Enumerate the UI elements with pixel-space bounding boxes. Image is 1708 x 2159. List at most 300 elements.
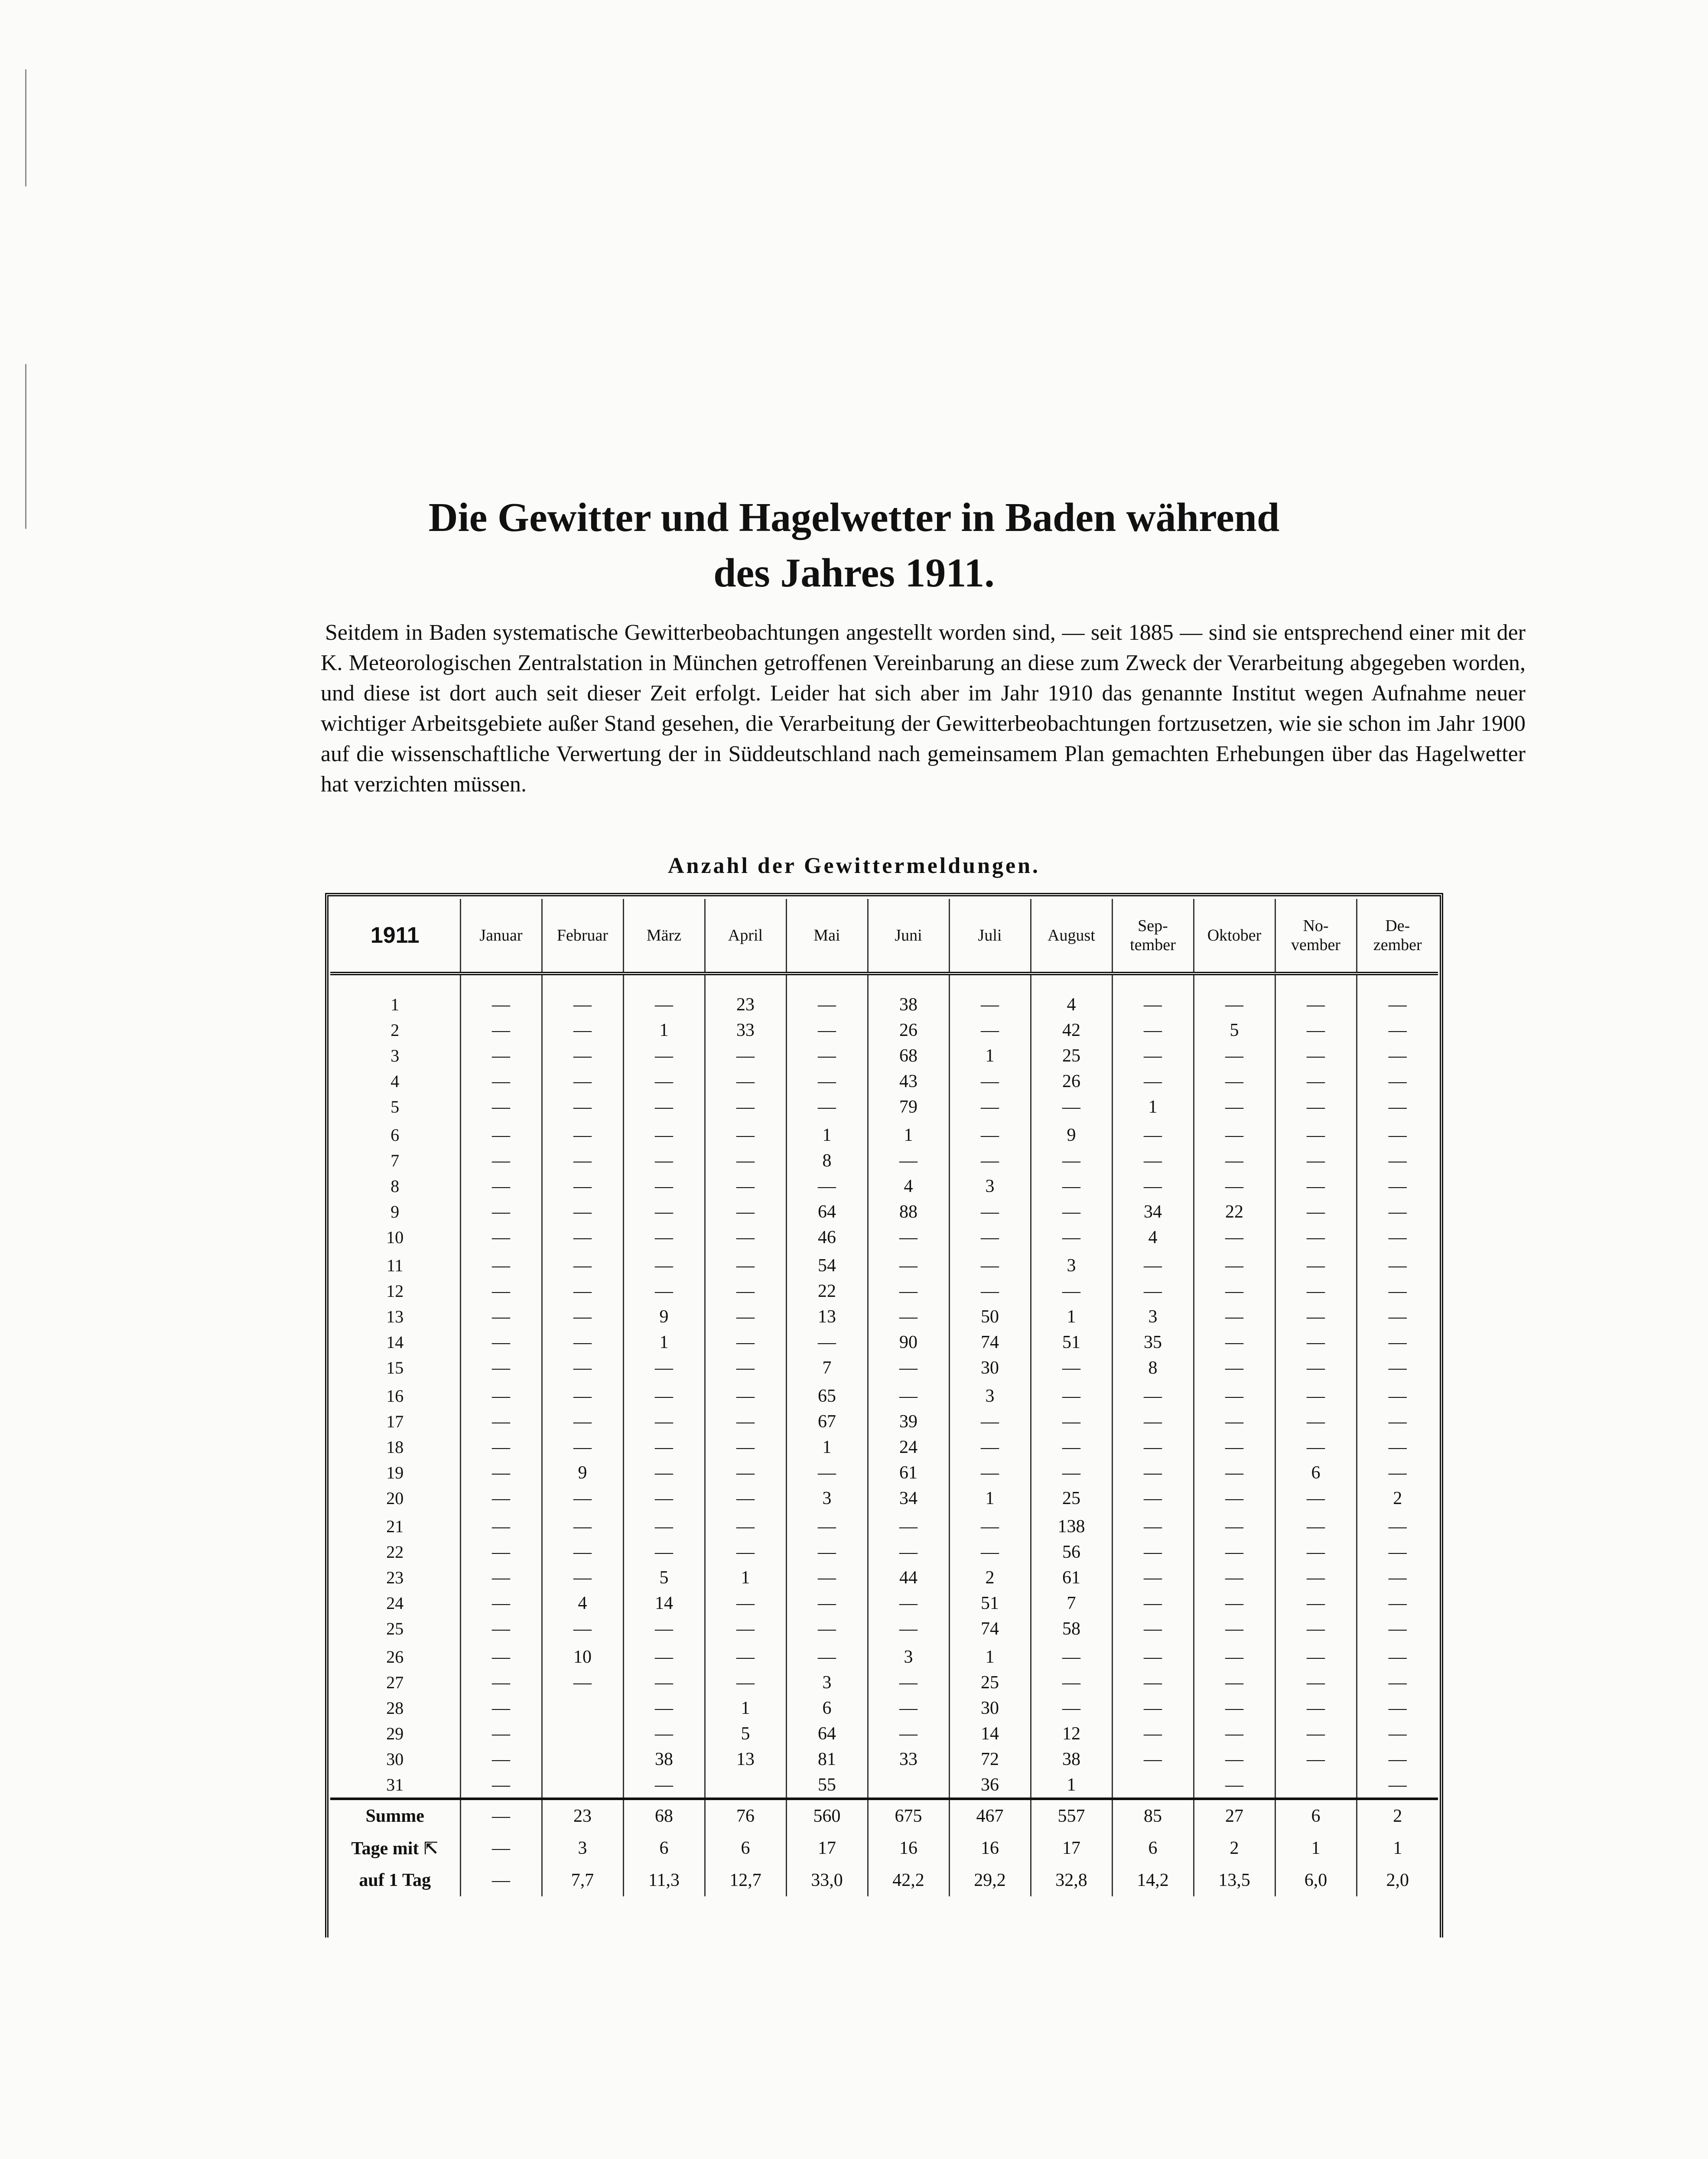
count-cell: —: [1357, 1068, 1438, 1094]
count-cell: 6: [1275, 1460, 1357, 1485]
summary-cell: 85: [1112, 1799, 1194, 1832]
count-cell: 33: [705, 1017, 786, 1043]
count-cell: 56: [1031, 1539, 1112, 1565]
count-cell: 1: [949, 1641, 1031, 1670]
count-cell: —: [949, 1120, 1031, 1148]
count-cell: —: [542, 1485, 623, 1511]
count-cell: 44: [868, 1565, 949, 1590]
count-cell: —: [1275, 1278, 1357, 1304]
count-cell: —: [705, 1460, 786, 1485]
count-cell: —: [1112, 1590, 1194, 1616]
table-row: [330, 1772, 1438, 1799]
count-cell: —: [542, 1616, 623, 1641]
day-cell: 8: [390, 1176, 400, 1196]
day-cell: 15: [386, 1358, 404, 1377]
day-cell: 21: [386, 1517, 404, 1536]
count-cell: —: [460, 1120, 542, 1148]
count-cell: —: [1031, 1695, 1112, 1721]
count-cell: [868, 1772, 949, 1799]
count-cell: —: [1275, 1590, 1357, 1616]
count-cell: —: [460, 1017, 542, 1043]
count-cell: —: [623, 1721, 705, 1746]
table-row: [330, 1409, 1438, 1434]
count-cell: —: [460, 1539, 542, 1565]
count-cell: 26: [868, 1017, 949, 1043]
count-cell: —: [705, 1250, 786, 1278]
count-cell: 65: [786, 1381, 868, 1409]
count-cell: —: [1275, 1120, 1357, 1148]
count-cell: —: [1194, 1304, 1275, 1329]
count-cell: —: [1357, 1590, 1438, 1616]
summary-cell: 467: [949, 1799, 1031, 1832]
count-cell: —: [542, 1409, 623, 1434]
count-cell: —: [1357, 1746, 1438, 1772]
day-cell: 28: [386, 1698, 404, 1718]
summary-cell: 42,2: [868, 1864, 949, 1896]
day-cell: 23: [386, 1568, 404, 1587]
count-cell: —: [705, 1641, 786, 1670]
count-cell: —: [460, 1329, 542, 1355]
count-cell: —: [1194, 1355, 1275, 1381]
count-cell: —: [1275, 1148, 1357, 1173]
count-cell: —: [1357, 1017, 1438, 1043]
count-cell: —: [623, 992, 705, 1017]
count-cell: —: [1357, 1148, 1438, 1173]
count-cell: —: [705, 1511, 786, 1539]
count-cell: —: [868, 1224, 949, 1250]
count-cell: —: [1112, 1695, 1194, 1721]
count-cell: —: [1357, 1670, 1438, 1695]
count-cell: —: [1357, 1224, 1438, 1250]
day-cell: 4: [390, 1071, 400, 1091]
count-cell: 25: [1031, 1485, 1112, 1511]
count-cell: —: [460, 1746, 542, 1772]
month-header: Mai: [786, 899, 868, 974]
count-cell: —: [1357, 1120, 1438, 1148]
count-cell: —: [949, 1434, 1031, 1460]
count-cell: —: [1031, 1460, 1112, 1485]
count-cell: —: [542, 1068, 623, 1094]
count-cell: 33: [868, 1746, 949, 1772]
table-body: [330, 974, 1438, 1799]
count-cell: —: [460, 1304, 542, 1329]
page-title: [0, 490, 1708, 601]
summary-cell: 6: [705, 1832, 786, 1864]
count-cell: —: [1194, 1381, 1275, 1409]
count-cell: —: [1194, 1068, 1275, 1094]
count-cell: —: [542, 1224, 623, 1250]
count-cell: —: [1194, 1485, 1275, 1511]
count-cell: —: [1275, 1250, 1357, 1278]
count-cell: —: [460, 1721, 542, 1746]
count-cell: —: [1031, 1434, 1112, 1460]
count-cell: —: [786, 1173, 868, 1199]
count-cell: —: [1194, 992, 1275, 1017]
count-cell: —: [623, 1094, 705, 1120]
count-cell: —: [460, 1670, 542, 1695]
count-cell: 22: [786, 1278, 868, 1304]
table-row: [330, 1120, 1438, 1148]
count-cell: —: [542, 1329, 623, 1355]
count-cell: —: [1357, 1721, 1438, 1746]
count-cell: —: [786, 1539, 868, 1565]
summary-cell: —: [460, 1799, 542, 1832]
count-cell: —: [1275, 1746, 1357, 1772]
count-cell: —: [542, 992, 623, 1017]
summary-row: [330, 1799, 1438, 1832]
summary-cell: 3: [542, 1832, 623, 1864]
count-cell: —: [460, 1409, 542, 1434]
count-cell: 3: [949, 1381, 1031, 1409]
count-cell: 6: [786, 1695, 868, 1721]
table-row: [330, 1224, 1438, 1250]
count-cell: —: [1112, 1381, 1194, 1409]
count-cell: 39: [868, 1409, 949, 1434]
count-cell: —: [1031, 1148, 1112, 1173]
count-cell: 3: [949, 1173, 1031, 1199]
count-cell: —: [949, 1250, 1031, 1278]
day-cell: 26: [386, 1647, 404, 1667]
count-cell: —: [705, 1670, 786, 1695]
count-cell: —: [542, 1565, 623, 1590]
count-cell: —: [623, 1120, 705, 1148]
count-cell: 55: [786, 1772, 868, 1799]
count-cell: —: [1194, 1746, 1275, 1772]
count-cell: —: [460, 1511, 542, 1539]
day-cell: 30: [386, 1749, 404, 1769]
count-cell: —: [1112, 1043, 1194, 1068]
count-cell: —: [1194, 1043, 1275, 1068]
count-cell: —: [1031, 1094, 1112, 1120]
table-row: [330, 1199, 1438, 1224]
summary-cell: 2,0: [1357, 1864, 1438, 1896]
summary-cell: 17: [1031, 1832, 1112, 1864]
count-cell: —: [1194, 1120, 1275, 1148]
count-cell: [1112, 1772, 1194, 1799]
count-cell: —: [786, 1590, 868, 1616]
count-cell: —: [705, 1590, 786, 1616]
count-cell: —: [1275, 1409, 1357, 1434]
summary-cell: 2: [1194, 1832, 1275, 1864]
count-cell: —: [949, 1068, 1031, 1094]
count-cell: —: [705, 1120, 786, 1148]
count-cell: 13: [705, 1746, 786, 1772]
count-cell: 51: [1031, 1329, 1112, 1355]
count-cell: —: [460, 1772, 542, 1799]
count-cell: —: [949, 1539, 1031, 1565]
count-cell: —: [868, 1695, 949, 1721]
day-cell: 24: [386, 1593, 404, 1613]
count-cell: —: [1031, 1199, 1112, 1224]
count-cell: —: [1275, 1355, 1357, 1381]
count-cell: —: [460, 1485, 542, 1511]
count-cell: 72: [949, 1746, 1031, 1772]
count-cell: —: [623, 1485, 705, 1511]
count-cell: —: [868, 1539, 949, 1565]
count-cell: —: [1112, 1721, 1194, 1746]
count-cell: —: [1357, 1199, 1438, 1224]
count-cell: —: [623, 1434, 705, 1460]
table-row: [330, 1695, 1438, 1721]
count-cell: —: [868, 1304, 949, 1329]
count-cell: —: [1031, 1355, 1112, 1381]
count-cell: —: [1112, 1250, 1194, 1278]
count-cell: 36: [949, 1772, 1031, 1799]
count-cell: 4: [1112, 1224, 1194, 1250]
count-cell: —: [460, 1616, 542, 1641]
count-cell: 23: [705, 992, 786, 1017]
day-cell: 6: [390, 1125, 400, 1145]
count-cell: —: [542, 1355, 623, 1381]
count-cell: —: [1275, 1224, 1357, 1250]
count-cell: —: [1275, 1721, 1357, 1746]
count-cell: —: [1275, 1485, 1357, 1511]
count-cell: —: [705, 1278, 786, 1304]
count-cell: —: [868, 1616, 949, 1641]
day-cell: 12: [386, 1281, 404, 1301]
count-cell: —: [1357, 1278, 1438, 1304]
count-cell: —: [1275, 1565, 1357, 1590]
count-cell: —: [949, 1094, 1031, 1120]
count-cell: 1: [705, 1565, 786, 1590]
day-cell: 1: [390, 995, 400, 1014]
summary-cell: 32,8: [1031, 1864, 1112, 1896]
summary-cell: 68: [623, 1799, 705, 1832]
count-cell: —: [1112, 1746, 1194, 1772]
table-row: [330, 1460, 1438, 1485]
count-cell: —: [786, 1460, 868, 1485]
count-cell: —: [460, 1043, 542, 1068]
count-cell: —: [1357, 1043, 1438, 1068]
count-cell: —: [460, 1250, 542, 1278]
table-row: [330, 1670, 1438, 1695]
count-cell: 22: [1194, 1199, 1275, 1224]
summary-cell: 13,5: [1194, 1864, 1275, 1896]
count-cell: —: [623, 1068, 705, 1094]
count-cell: 12: [1031, 1721, 1112, 1746]
count-cell: 25: [1031, 1043, 1112, 1068]
table-row: [330, 1094, 1438, 1120]
count-cell: —: [1357, 1539, 1438, 1565]
summary-label: Tage mit ⇱: [351, 1839, 439, 1859]
count-cell: —: [623, 1381, 705, 1409]
count-cell: 61: [1031, 1565, 1112, 1590]
day-cell: 5: [390, 1097, 400, 1117]
count-cell: —: [1112, 1148, 1194, 1173]
count-cell: —: [623, 1616, 705, 1641]
count-cell: —: [460, 1695, 542, 1721]
day-cell: 9: [390, 1202, 400, 1221]
month-header: Oktober: [1194, 899, 1275, 974]
count-cell: 2: [1357, 1485, 1438, 1511]
count-cell: —: [623, 1670, 705, 1695]
count-cell: 79: [868, 1094, 949, 1120]
count-cell: —: [1031, 1381, 1112, 1409]
count-cell: —: [868, 1721, 949, 1746]
day-cell: 17: [386, 1412, 404, 1431]
count-cell: —: [1357, 1094, 1438, 1120]
count-cell: 3: [1031, 1250, 1112, 1278]
summary-cell: 6: [1275, 1799, 1357, 1832]
count-cell: —: [1112, 1120, 1194, 1148]
day-cell: 14: [386, 1332, 404, 1352]
summary-cell: 2: [1357, 1799, 1438, 1832]
count-cell: —: [1112, 992, 1194, 1017]
summary-cell: 23: [542, 1799, 623, 1832]
count-cell: —: [1112, 1068, 1194, 1094]
count-cell: 90: [868, 1329, 949, 1355]
count-cell: —: [705, 1199, 786, 1224]
summary-cell: 1: [1357, 1832, 1438, 1864]
month-header: Juli: [949, 899, 1031, 974]
count-cell: —: [460, 1590, 542, 1616]
count-cell: —: [542, 1120, 623, 1148]
table-row: [330, 1616, 1438, 1641]
count-cell: —: [1112, 1616, 1194, 1641]
day-cell: 29: [386, 1724, 404, 1743]
count-cell: —: [1194, 1094, 1275, 1120]
count-cell: —: [1112, 1173, 1194, 1199]
summary-cell: 14,2: [1112, 1864, 1194, 1896]
count-cell: —: [460, 1199, 542, 1224]
count-cell: 43: [868, 1068, 949, 1094]
count-cell: —: [623, 1641, 705, 1670]
month-header: April: [705, 899, 786, 974]
count-cell: —: [1031, 1409, 1112, 1434]
count-cell: —: [949, 1224, 1031, 1250]
count-cell: —: [786, 1068, 868, 1094]
count-cell: —: [705, 1409, 786, 1434]
count-cell: —: [786, 1641, 868, 1670]
table-row: [330, 1746, 1438, 1772]
count-cell: —: [1275, 1381, 1357, 1409]
count-cell: —: [542, 1278, 623, 1304]
day-cell: 7: [390, 1151, 400, 1170]
count-cell: —: [623, 1460, 705, 1485]
summary-cell: 27: [1194, 1799, 1275, 1832]
count-cell: 14: [949, 1721, 1031, 1746]
binding-mark: [25, 69, 26, 186]
count-cell: —: [1194, 1670, 1275, 1695]
count-cell: —: [1194, 1565, 1275, 1590]
count-cell: —: [868, 1250, 949, 1278]
count-cell: —: [949, 1148, 1031, 1173]
count-cell: —: [1194, 1329, 1275, 1355]
day-cell: 10: [386, 1228, 404, 1247]
count-cell: —: [1194, 1278, 1275, 1304]
count-cell: —: [705, 1355, 786, 1381]
count-cell: —: [786, 1094, 868, 1120]
summary-cell: 6: [1112, 1832, 1194, 1864]
count-cell: —: [623, 1695, 705, 1721]
count-cell: 7: [1031, 1590, 1112, 1616]
count-cell: 13: [786, 1304, 868, 1329]
count-cell: —: [623, 1539, 705, 1565]
count-cell: —: [949, 1409, 1031, 1434]
count-cell: —: [1194, 1173, 1275, 1199]
count-cell: 8: [786, 1148, 868, 1173]
count-cell: —: [868, 1381, 949, 1409]
count-cell: 3: [868, 1641, 949, 1670]
count-cell: —: [460, 1355, 542, 1381]
count-cell: 24: [868, 1434, 949, 1460]
count-cell: —: [460, 1068, 542, 1094]
count-cell: —: [460, 1565, 542, 1590]
table-row: [330, 1721, 1438, 1746]
count-cell: 42: [1031, 1017, 1112, 1043]
count-cell: —: [1194, 1224, 1275, 1250]
count-cell: —: [705, 1224, 786, 1250]
count-cell: —: [1112, 1539, 1194, 1565]
count-cell: 30: [949, 1695, 1031, 1721]
summary-cell: 29,2: [949, 1864, 1031, 1896]
count-cell: —: [1194, 1590, 1275, 1616]
table-row: [330, 1278, 1438, 1304]
count-cell: —: [460, 1434, 542, 1460]
count-cell: —: [1194, 1460, 1275, 1485]
count-cell: 38: [868, 992, 949, 1017]
table-row: [330, 1017, 1438, 1043]
count-cell: 81: [786, 1746, 868, 1772]
count-cell: 34: [1112, 1199, 1194, 1224]
count-cell: —: [1357, 1329, 1438, 1355]
count-cell: —: [623, 1173, 705, 1199]
count-cell: —: [949, 1460, 1031, 1485]
count-cell: 7: [786, 1355, 868, 1381]
summary-cell: 17: [786, 1832, 868, 1864]
count-cell: —: [1112, 1670, 1194, 1695]
count-cell: —: [705, 1043, 786, 1068]
count-cell: —: [1031, 1278, 1112, 1304]
count-cell: —: [623, 1511, 705, 1539]
day-cell: 2: [390, 1020, 400, 1040]
count-cell: —: [1357, 992, 1438, 1017]
count-cell: —: [1275, 1094, 1357, 1120]
month-header: Juni: [868, 899, 949, 974]
count-cell: 5: [1194, 1017, 1275, 1043]
count-cell: 1: [1031, 1772, 1112, 1799]
count-cell: —: [1357, 1355, 1438, 1381]
count-cell: —: [1357, 1173, 1438, 1199]
count-cell: —: [1275, 1539, 1357, 1565]
summary-cell: —: [460, 1864, 542, 1896]
count-cell: —: [623, 1224, 705, 1250]
count-cell: —: [1194, 1511, 1275, 1539]
count-cell: —: [705, 1094, 786, 1120]
count-cell: 1: [1031, 1304, 1112, 1329]
summary-label: auf 1 Tag: [359, 1870, 431, 1890]
count-cell: —: [1357, 1641, 1438, 1670]
count-cell: —: [1357, 1460, 1438, 1485]
count-cell: —: [460, 1381, 542, 1409]
count-cell: —: [1031, 1224, 1112, 1250]
count-cell: 9: [1031, 1120, 1112, 1148]
count-cell: [1275, 1772, 1357, 1799]
count-cell: 34: [868, 1485, 949, 1511]
count-cell: —: [1275, 1304, 1357, 1329]
count-cell: 30: [949, 1355, 1031, 1381]
day-cell: 22: [386, 1542, 404, 1562]
thunderstorm-table: [330, 899, 1438, 1896]
count-cell: —: [705, 1068, 786, 1094]
count-cell: 50: [949, 1304, 1031, 1329]
count-cell: —: [623, 1409, 705, 1434]
summary-row: [330, 1864, 1438, 1896]
count-cell: 9: [542, 1460, 623, 1485]
count-cell: —: [1357, 1434, 1438, 1460]
count-cell: —: [1194, 1616, 1275, 1641]
count-cell: —: [1031, 1670, 1112, 1695]
